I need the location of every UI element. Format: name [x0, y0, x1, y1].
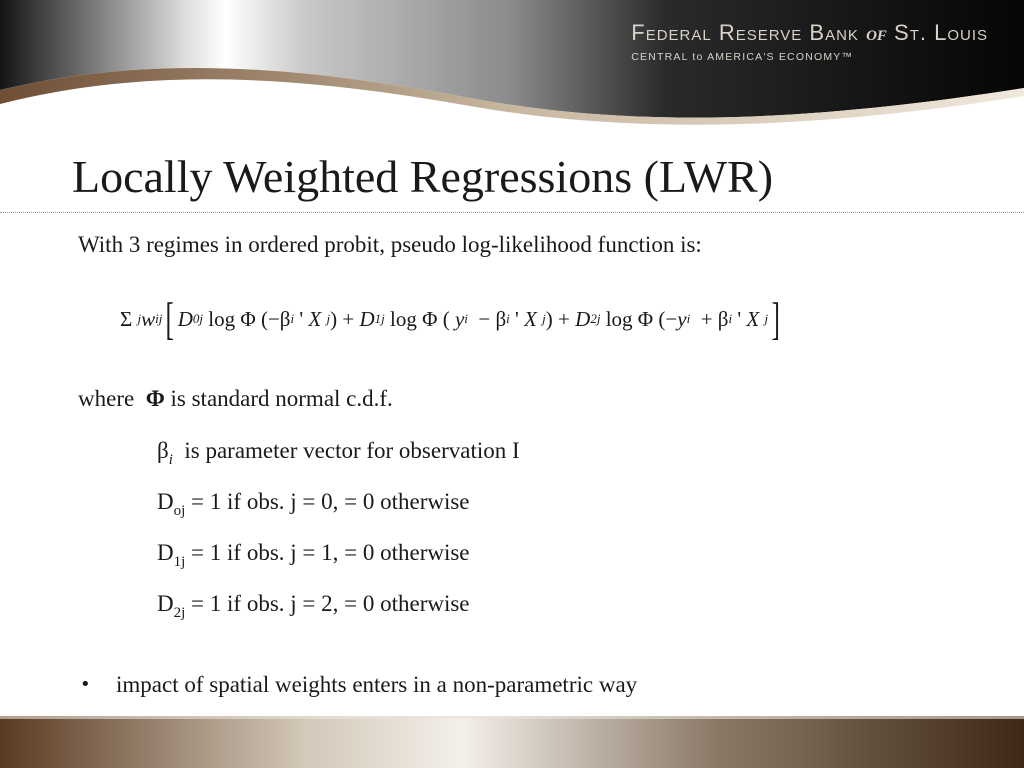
- likelihood-formula: Σ j w ij [ D 0j log Φ ( − β i ' X j ) + D 1j log Φ ( y i − β i ' X j ) + D 2j log Φ ( − y i + β i ' X j ]: [120, 293, 780, 344]
- slide-title: Locally Weighted Regressions (LWR): [72, 151, 774, 202]
- brand-name: Federal Reserve Bank of St. Louis: [631, 20, 988, 45]
- phi-symbol: Φ: [145, 386, 165, 411]
- beta-definition: $\beta_i$ is parameter vector for observation I: [157, 438, 520, 468]
- d0-definition: $D_{oj} = 1$ if obs. j = 0, = 0 otherwise: [157, 489, 470, 519]
- footer-bar: [0, 716, 1024, 768]
- brand-logo: [631, 20, 988, 63]
- bullet-item: • impact of spatial weights enters in a non-parametric way: [80, 672, 638, 697]
- phi-definition: where Φ is standard normal c.d.f.: [78, 386, 393, 411]
- d1-definition: $D_{1j} = 1$ if obs. j = 1, = 0 otherwise: [157, 540, 470, 570]
- intro-text: With 3 regimes in ordered probit, pseudo log-likelihood function is:: [78, 232, 702, 257]
- brand-tagline: CENTRAL to AMERICA'S ECONOMY™: [631, 51, 854, 63]
- bullet-icon: •: [80, 674, 91, 695]
- title-divider: [0, 212, 1024, 213]
- d2-definition: $D_{2j} = 1$ if obs. j = 2, = 0 otherwise: [157, 591, 470, 621]
